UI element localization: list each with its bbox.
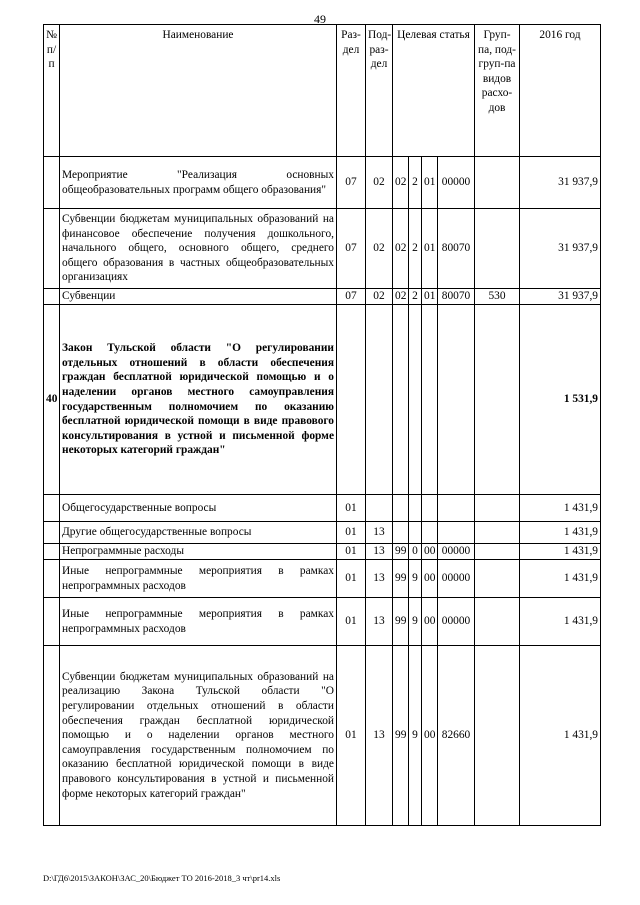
header-podrazdel: Под-раз-дел (366, 25, 393, 157)
file-path-footer: D:\ГД6\2015\ЗАКОН\ЗАС_20\Бюджет ТО 2016-2018_3 чт\pr14.xls (43, 873, 281, 883)
row-target-program (393, 522, 409, 544)
row-target-direction: 00000 (438, 598, 475, 646)
row-razdel: 01 (337, 598, 366, 646)
budget-table (43, 24, 601, 826)
row-expense-group (475, 560, 520, 598)
row-target-program: 99 (393, 560, 409, 598)
row-target-direction: 00000 (438, 560, 475, 598)
row-target-main-event: 00 (422, 544, 438, 560)
row-razdel (337, 305, 366, 495)
row-amount: 1 431,9 (520, 522, 601, 544)
row-razdel: 07 (337, 157, 366, 209)
row-razdel: 07 (337, 209, 366, 289)
table-row (44, 598, 601, 646)
table-row (44, 646, 601, 826)
row-podrazdel: 02 (366, 157, 393, 209)
row-target-subprogram: 9 (409, 560, 422, 598)
row-number (44, 522, 60, 544)
row-target-program: 99 (393, 544, 409, 560)
row-podrazdel: 13 (366, 598, 393, 646)
row-target-subprogram: 2 (409, 157, 422, 209)
row-target-main-event (422, 495, 438, 522)
table-row (44, 305, 601, 495)
row-target-main-event (422, 305, 438, 495)
row-target-direction: 82660 (438, 646, 475, 826)
table-row (44, 495, 601, 522)
row-razdel: 07 (337, 289, 366, 305)
row-target-subprogram (409, 522, 422, 544)
row-target-program: 99 (393, 598, 409, 646)
row-number (44, 209, 60, 289)
row-name: Субвенции (60, 289, 337, 305)
row-target-program (393, 305, 409, 495)
row-number (44, 560, 60, 598)
row-target-program: 02 (393, 157, 409, 209)
row-podrazdel (366, 305, 393, 495)
table-row (44, 560, 601, 598)
row-number (44, 289, 60, 305)
row-name: Закон Тульской области "О регулировании отдельных отношений в области обеспечения граждан бесплатной юридической помощью и о наделении органов местного самоуправления государственным полномочием по оказанию бесплатной юридической помощи в виде правового консультирования в устной и письменной форме некоторых категорий граждан" (60, 305, 337, 495)
row-target-direction: 80070 (438, 209, 475, 289)
row-target-direction (438, 305, 475, 495)
row-expense-group (475, 305, 520, 495)
header-num: № п/п (44, 25, 60, 157)
table-row (44, 522, 601, 544)
row-name: Другие общегосударственные вопросы (60, 522, 337, 544)
row-number (44, 544, 60, 560)
table-row (44, 544, 601, 560)
page-number: 49 (314, 12, 326, 26)
row-podrazdel: 13 (366, 560, 393, 598)
row-number (44, 157, 60, 209)
row-expense-group (475, 495, 520, 522)
row-expense-group (475, 646, 520, 826)
row-target-subprogram: 2 (409, 289, 422, 305)
row-expense-group (475, 598, 520, 646)
row-target-program: 02 (393, 289, 409, 305)
row-amount: 1 431,9 (520, 646, 601, 826)
row-target-subprogram: 2 (409, 209, 422, 289)
table-row (44, 209, 601, 289)
row-amount: 31 937,9 (520, 209, 601, 289)
row-podrazdel: 02 (366, 289, 393, 305)
row-podrazdel (366, 495, 393, 522)
row-expense-group: 530 (475, 289, 520, 305)
row-name: Иные непрограммные мероприятия в рамках непрограммных расходов (60, 560, 337, 598)
row-number: 40 (44, 305, 60, 495)
header-razdel: Раз-дел (337, 25, 366, 157)
row-target-main-event: 01 (422, 289, 438, 305)
row-razdel: 01 (337, 495, 366, 522)
row-target-subprogram: 0 (409, 544, 422, 560)
row-razdel: 01 (337, 646, 366, 826)
row-target-direction: 00000 (438, 157, 475, 209)
row-target-direction: 00000 (438, 544, 475, 560)
row-razdel: 01 (337, 560, 366, 598)
table-row (44, 157, 601, 209)
row-amount: 31 937,9 (520, 157, 601, 209)
row-name: Субвенции бюджетам муниципальных образований на реализацию Закона Тульской области "О регулировании отдельных отношений в области обеспечения граждан бесплатной юридической помощью и о наделении органов местного самоуправления государственным полномочием по оказанию бесплатной юридической помощи в виде правового консультирования в устной и письменной форме некоторых категорий граждан" (60, 646, 337, 826)
row-target-subprogram (409, 305, 422, 495)
row-expense-group (475, 209, 520, 289)
row-target-main-event: 00 (422, 560, 438, 598)
row-podrazdel: 13 (366, 522, 393, 544)
row-target-main-event: 01 (422, 209, 438, 289)
row-target-program: 02 (393, 209, 409, 289)
row-amount: 1 431,9 (520, 598, 601, 646)
row-razdel: 01 (337, 544, 366, 560)
row-target-main-event: 00 (422, 598, 438, 646)
row-number (44, 598, 60, 646)
row-number (44, 495, 60, 522)
row-name: Иные непрограммные мероприятия в рамках непрограммных расходов (60, 598, 337, 646)
row-podrazdel: 13 (366, 646, 393, 826)
row-expense-group (475, 157, 520, 209)
row-target-subprogram (409, 495, 422, 522)
row-podrazdel: 02 (366, 209, 393, 289)
header-target: Целевая статья (393, 25, 475, 157)
row-target-main-event: 00 (422, 646, 438, 826)
row-expense-group (475, 522, 520, 544)
row-target-main-event: 01 (422, 157, 438, 209)
row-name: Непрограммные расходы (60, 544, 337, 560)
row-amount: 1 531,9 (520, 305, 601, 495)
header-year: 2016 год (520, 25, 601, 157)
row-name: Субвенции бюджетам муниципальных образований на финансовое обеспечение получения дошкольного, начального общего, основного общего, среднего общего образования в частных общеобразовательных организациях (60, 209, 337, 289)
header-name: Наименование (60, 25, 337, 157)
row-number (44, 646, 60, 826)
row-target-program: 99 (393, 646, 409, 826)
row-podrazdel: 13 (366, 544, 393, 560)
row-amount: 1 431,9 (520, 544, 601, 560)
row-target-direction: 80070 (438, 289, 475, 305)
header-row (44, 25, 601, 157)
header-group: Груп-па, под-груп-па видов расхо-дов (475, 25, 520, 157)
row-razdel: 01 (337, 522, 366, 544)
row-expense-group (475, 544, 520, 560)
row-amount: 1 431,9 (520, 560, 601, 598)
table-row (44, 289, 601, 305)
row-target-main-event (422, 522, 438, 544)
row-target-subprogram: 9 (409, 598, 422, 646)
row-amount: 31 937,9 (520, 289, 601, 305)
row-name: Мероприятие "Реализация основных общеобразовательных программ общего образования" (60, 157, 337, 209)
row-name: Общегосударственные вопросы (60, 495, 337, 522)
row-target-direction (438, 522, 475, 544)
row-amount: 1 431,9 (520, 495, 601, 522)
row-target-program (393, 495, 409, 522)
row-target-direction (438, 495, 475, 522)
row-target-subprogram: 9 (409, 646, 422, 826)
